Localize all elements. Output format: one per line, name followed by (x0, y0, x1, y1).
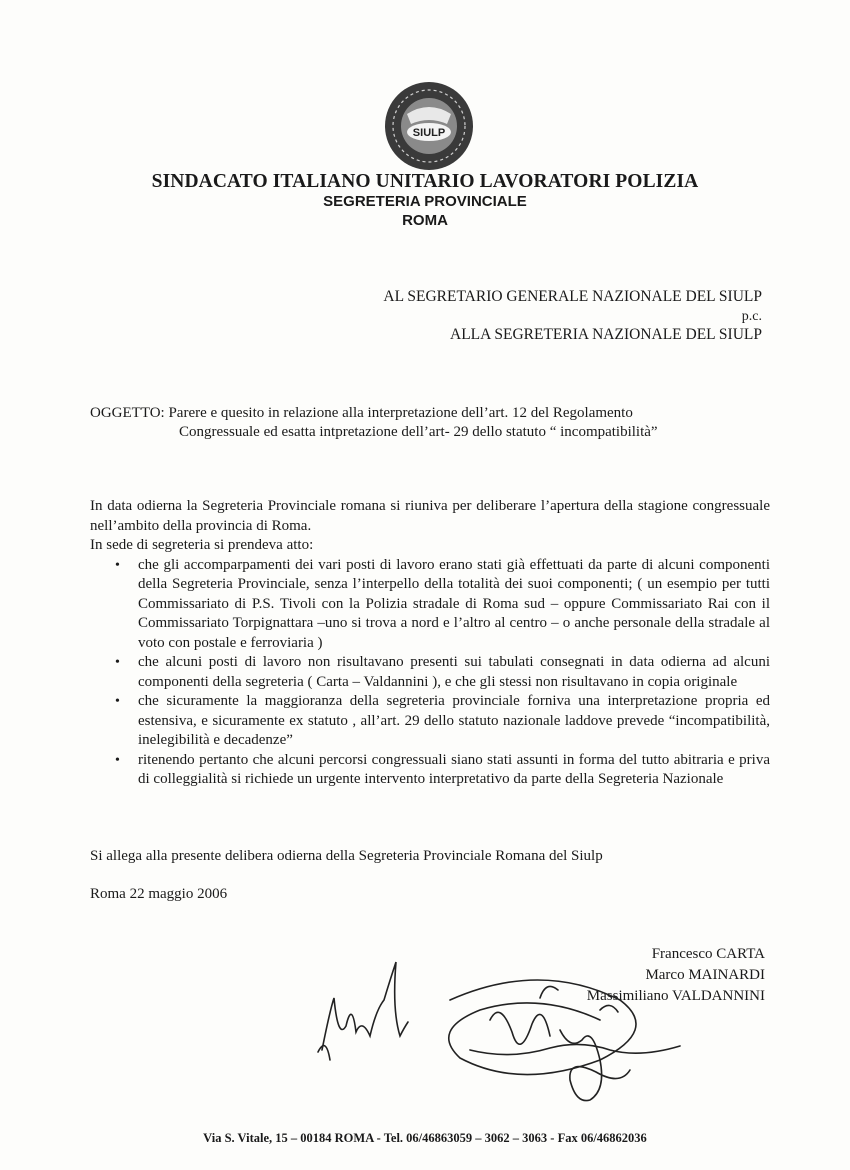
org-name: SINDACATO ITALIANO UNITARIO LAVORATORI POLIZIA (151, 171, 699, 192)
footer-contact: Via S. Vitale, 15 – 00184 ROMA - Tel. 06/46863059 – 3062 – 3063 - Fax 06/46862036 (203, 1131, 647, 1145)
recipient-to: AL SEGRETARIO GENERALE NAZIONALE DEL SIULP (383, 288, 762, 305)
subject (90, 404, 770, 442)
list-item: • ritenendo pertanto che alcuni percorsi congressuali siano stati assunti in forma del tutto abitraria e priva di colleggialità si richiede un urgente intervento interpretativo da parte della Segreteria Nazionale (138, 751, 770, 790)
recipient-pc: p.c. (741, 309, 762, 324)
body-list (90, 556, 770, 790)
list-item: • che gli accomparpamenti dei vari posti di lavoro erano stati già effettuati da parte di alcuni componenti della Segreteria Provinciale, senza l’interpello della totalità dei suoi componenti; ( un esempio per tutti Commissariato di P.S. Tivoli con la Polizia stradale di Roma sud – oppure Commissariato Rai con il Commissariato Torpignattara –uno si trova a nord e l’altro al centro – o anche personale della stradale al voto con postale e ferroviaria ) (138, 556, 770, 654)
letter-body (90, 497, 770, 790)
list-item: • che sicuramente la maggioranza della segreteria provinciale forniva una interpretazione propria ed estensiva, e sicuramente ex statuto , all’art. 29 dello statuto nazionale laddove prevede “incompatibilità, inelegibilità e decadenze” (138, 692, 770, 751)
letter-date: Roma 22 maggio 2006 (90, 886, 228, 902)
signatory-name: Francesco CARTA (651, 946, 765, 962)
city-name: ROMA (402, 212, 448, 229)
recipient-cc: ALLA SEGRETERIA NAZIONALE DEL SIULP (450, 326, 762, 343)
list-item: • che alcuni posti di lavoro non risultavano presenti sui tabulati consegnati in data odierna ad alcuni componenti della segreteria ( Carta – Valdannini ), e che gli stessi non risultavano in copia originale (138, 653, 770, 692)
subject-line-1: OGGETTO: Parere e quesito in relazione alla interpretazione dell’art. 12 del Regolamento (90, 405, 633, 421)
body-intro: In data odierna la Segreteria Provinciale romana si riuniva per deliberare l’apertura della stagione congressuale nell’ambito della provincia di Roma. (90, 498, 770, 534)
signatory-name: Massimiliano VALDANNINI (586, 988, 765, 1004)
office-name: SEGRETERIA PROVINCIALE (323, 193, 527, 210)
attachment-note: Si allega alla presente delibera odierna della Segreteria Provinciale Romana del Siulp (90, 848, 603, 864)
subject-line-2: Congressuale ed esatta intpretazione dell’art- 29 dello statuto “ incompatibilità” (179, 424, 658, 440)
logo-text: SIULP (412, 127, 446, 139)
handwritten-signatures (300, 940, 720, 1130)
siulp-logo (383, 80, 475, 172)
signatory-name: Marco MAINARDI (645, 967, 765, 983)
body-lead: In sede di segreteria si prendeva atto: (90, 537, 314, 553)
